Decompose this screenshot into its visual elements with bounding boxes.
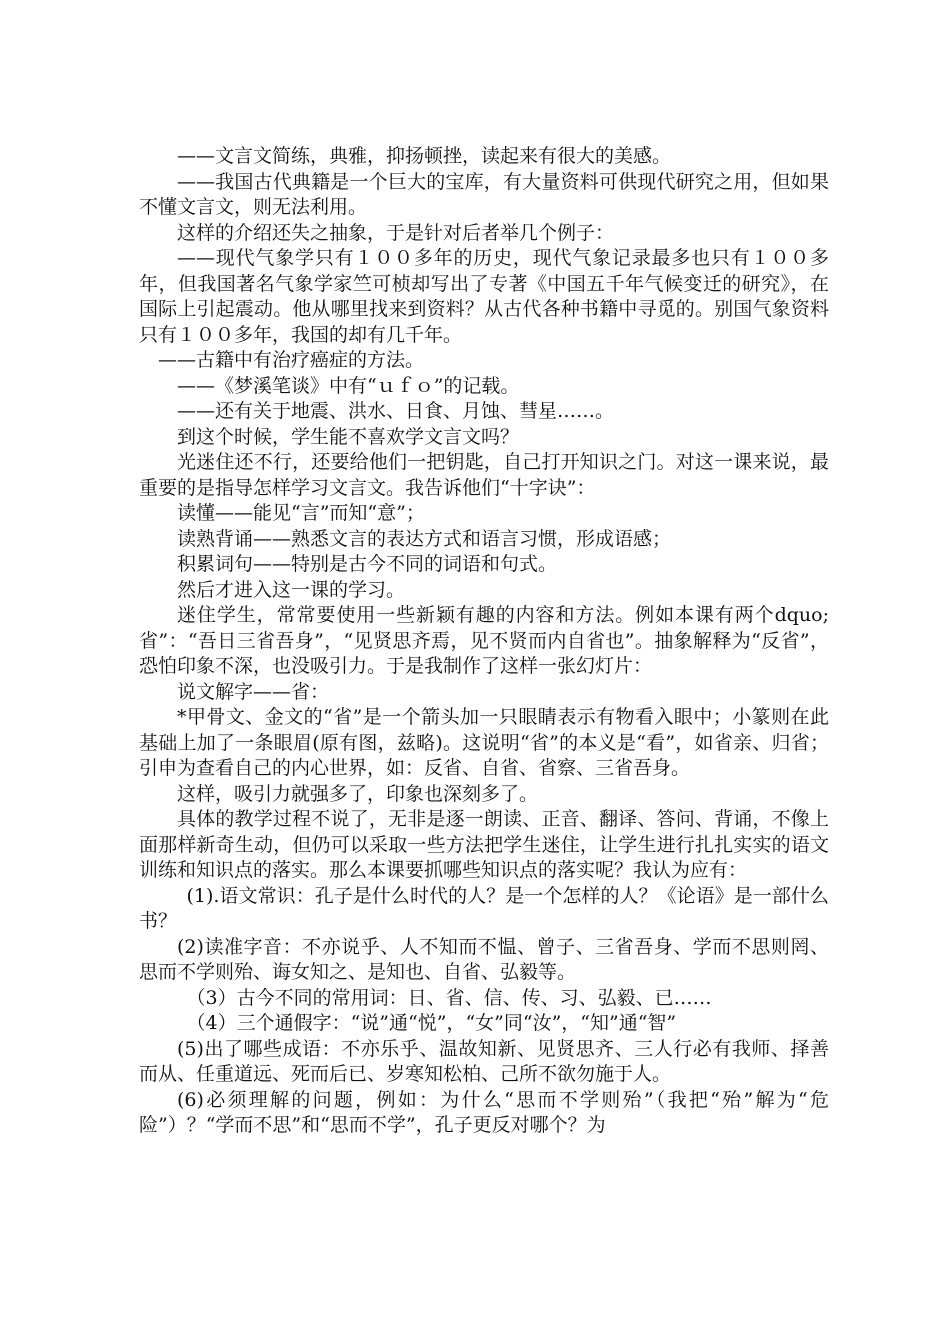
paragraph: (1).语文常识：孔子是什么时代的人？是一个怎样的人？《论语》是一部什么书？ bbox=[139, 884, 829, 932]
paragraph: 说文解字——省： bbox=[177, 680, 330, 703]
paragraph: 到这个时候，学生能不喜欢学文言文吗？ bbox=[177, 425, 520, 448]
paragraph: ——现代气象学只有１００多年的历史，现代气象记录最多也只有１００多年，但我国著名气象学家竺可桢却写出了专著《中国五千年气候变迁的研究》，在国际上引起震动。他从哪里找来到资料？从古代各种书籍中寻觅的。别国气象资料只有１００多年，我国的却有几千年。 bbox=[139, 247, 829, 346]
paragraph: ——《梦溪笔谈》中有“ｕｆｏ”的记载。 bbox=[177, 374, 520, 397]
paragraph: 积累词句——特别是古今不同的词语和句式。 bbox=[177, 553, 558, 575]
paragraph: (6)必须理解的问题，例如：为什么“思而不学则殆”（我把“殆”解为“危险”）？“学而不思”和“思而不学”，孔子更反对哪个？为 bbox=[139, 1088, 829, 1136]
paragraph: 这样，吸引力就强多了，印象也深刻多了。 bbox=[177, 782, 539, 805]
paragraph: 然后才进入这一课的学习。 bbox=[177, 578, 406, 601]
paragraph: ——还有关于地震、洪水、日食、月蚀、彗星……。 bbox=[177, 400, 615, 422]
paragraph: （3）古今不同的常用词：日、省、信、传、习、弘毅、已…… bbox=[186, 986, 712, 1009]
paragraph: (2)读准字音：不亦说乎、人不知而不愠、曾子、三省吾身、学而不思则罔、思而不学则殆、诲女知之、是知也、自省、弘毅等。 bbox=[139, 935, 829, 983]
paragraph: 光迷住还不行，还要给他们一把钥匙，自己打开知识之门。对这一课来说，最重要的是指导怎样学习文言文。我告诉他们“十字诀”： bbox=[139, 451, 829, 499]
paragraph: ——我国古代典籍是一个巨大的宝库，有大量资料可供现代研究之用，但如果不懂文言文，则无法利用。 bbox=[139, 170, 829, 218]
paragraph: 读熟背诵——熟悉文言的表达方式和语言习惯，形成语感； bbox=[177, 527, 672, 550]
paragraph: 这样的介绍还失之抽象，于是针对后者举几个例子： bbox=[177, 221, 615, 244]
paragraph: 读懂——能见“言”而知“意”； bbox=[177, 502, 425, 524]
paragraph: (5)出了哪些成语：不亦乐乎、温故知新、见贤思齐、三人行必有我师、择善而从、任重道远、死而后已、岁寒知松柏、己所不欲勿施于人。 bbox=[139, 1037, 829, 1085]
paragraph: （4）三个通假字：“说”通“悦”，“女”同“汝”，“知”通“智” bbox=[186, 1012, 677, 1034]
document-page bbox=[139, 144, 829, 1139]
paragraph: ——古籍中有治疗癌症的方法。 bbox=[158, 349, 425, 371]
paragraph: *甲骨文、金文的“省”是一个箭头加一只眼睛表示有物看入眼中；小篆则在此基础上加了一条眼眉(原有图，兹略)。这说明“省”的本义是“看”，如省亲、归省；引申为查看自己的内心世界，如：反省、自省、省察、三省吾身。 bbox=[139, 706, 829, 779]
paragraph: ——文言文简练，典雅，抑扬顿挫，读起来有很大的美感。 bbox=[177, 145, 672, 167]
paragraph: 具体的教学过程不说了，无非是逐一朗读、正音、翻译、答问、背诵，不像上面那样新奇生动，但仍可以采取一些方法把学生迷住，让学生进行扎扎实实的语文训练和知识点的落实。那么本课要抓哪些知识点的落实呢？我认为应有： bbox=[139, 808, 829, 881]
paragraph: 迷住学生，常常要使用一些新颖有趣的内容和方法。例如本课有两个dquo;省”：“吾日三省吾身”，“见贤思齐焉，见不贤而内自省也”。抽象解释为“反省”，恐怕印象不深，也没吸引力。于是我制作了这样一张幻灯片： bbox=[139, 604, 829, 677]
